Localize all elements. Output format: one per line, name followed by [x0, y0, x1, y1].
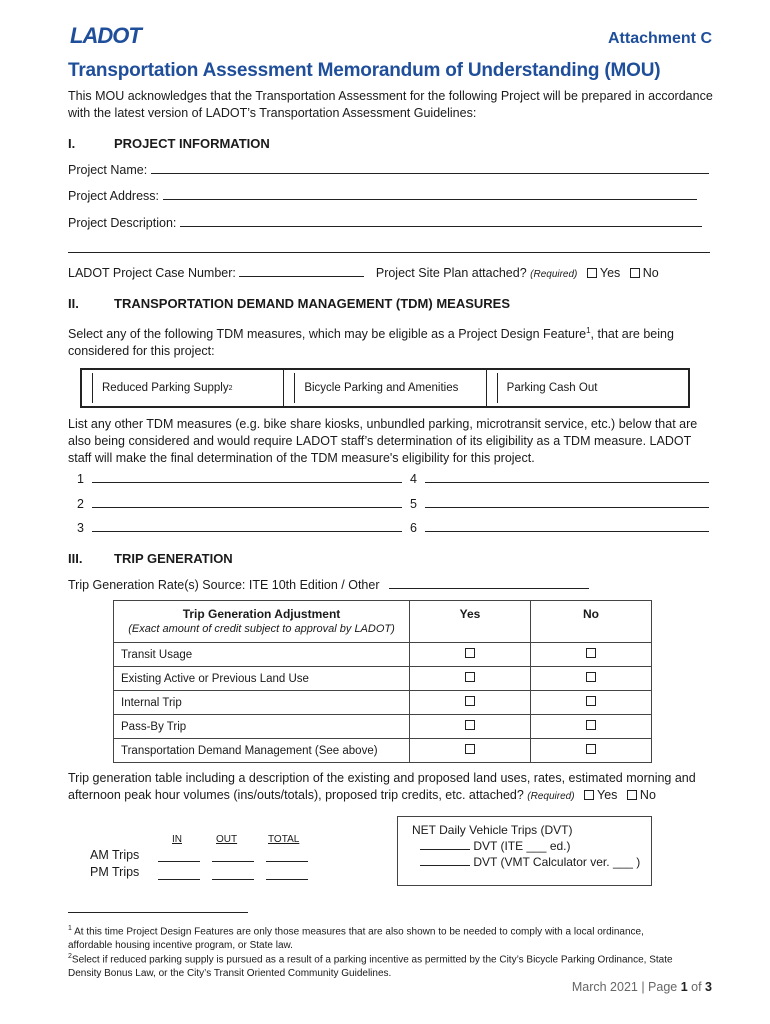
tdm-option-parking-cash-out[interactable]: [486, 370, 688, 406]
col-in-label: IN: [172, 834, 182, 845]
ladot-logo: [70, 24, 146, 46]
footer-total: 3: [705, 980, 712, 994]
tdm-measures-table: [80, 368, 690, 408]
tdm-no-checkbox[interactable]: [586, 744, 596, 754]
tdm-other-line-1: List any other TDM measures (e.g. bike share kiosks, unbundled parking, microtransit service, etc.) below that are: [68, 417, 698, 431]
trip-adjustment-table: [113, 600, 652, 763]
page-footer: March 2021 | Page 1 of 3: [571, 980, 712, 994]
transit-usage-yes-checkbox[interactable]: [465, 648, 475, 658]
tdm-yes-checkbox[interactable]: [465, 744, 475, 754]
col-out-label: OUT: [216, 834, 238, 845]
tdm-option-bicycle-parking[interactable]: [283, 370, 485, 406]
internal-trip-no-checkbox[interactable]: [586, 696, 596, 706]
pm-out-field[interactable]: [212, 868, 254, 880]
footer-date: March 2021 | Page: [571, 980, 681, 994]
net-dvt-ite-field[interactable]: [420, 838, 470, 850]
trip-attach-text: [68, 770, 696, 805]
trip-source-row: [68, 577, 589, 592]
tdm-other-field-6[interactable]: [425, 520, 709, 532]
net-dvt-box: [397, 816, 652, 886]
tdm-other-5: 5: [410, 496, 709, 511]
trip-attach-yes-checkbox[interactable]: [584, 790, 594, 800]
internal-trip-yes-checkbox[interactable]: [465, 696, 475, 706]
am-out-field[interactable]: [212, 850, 254, 862]
tdm-checkbox-divider: [497, 373, 498, 403]
footnote-1: $^1$ At this time Project Design Features are only those measures that are also shown to be needed to comply with a local ordinance, affordable housing incentive program, or State law.: [68, 925, 644, 952]
tdm-option-label: Bicycle Parking and Amenities: [304, 382, 459, 394]
col-total-label: TOTAL: [268, 834, 300, 845]
row-label: Transit Usage: [114, 643, 410, 667]
trip-attach-line-1: Trip generation table including a description of the existing and proposed land uses, rates, estimated morning and: [68, 771, 696, 785]
case-number-field[interactable]: [239, 265, 364, 277]
tdm-intro-line-2: considered for this project:: [68, 344, 215, 359]
tdm-checkbox-divider: [294, 373, 295, 403]
table-row: [114, 691, 652, 715]
footer-page: 1: [680, 980, 688, 994]
pm-trips-label: PM Trips: [90, 865, 140, 879]
project-name-field[interactable]: [151, 162, 709, 174]
attachment-label: Attachment C: [607, 30, 712, 47]
trip-attach-line-2: afternoon peak hour volumes (ins/outs/totals), proposed trip credits, etc. attached? (Required) Yes No: [68, 788, 656, 802]
pm-in-field[interactable]: [158, 868, 200, 880]
am-in-field[interactable]: [158, 850, 200, 862]
ladot-logo-text: LADOT: [70, 24, 141, 46]
section-2-heading: [68, 296, 510, 311]
tdm-checkbox-divider: [92, 373, 93, 403]
pass-by-yes-checkbox[interactable]: [465, 720, 475, 730]
intro-line-1: This MOU acknowledges that the Transportation Assessment for the following Project will be prepared in accordance: [68, 89, 713, 103]
tdm-other-line-2: also being considered and would require LADOT staff’s determination of its eligibility as a TDM measure. LADOT: [68, 434, 692, 448]
tdm-other-field-5[interactable]: [425, 496, 709, 508]
tdm-other-6: 6: [410, 520, 709, 535]
section-1-number: I.: [68, 136, 76, 151]
section-3-title: TRIP GENERATION: [114, 551, 233, 566]
project-description-row: [68, 215, 702, 230]
section-3-number: III.: [68, 551, 83, 566]
row-label: Internal Trip: [114, 691, 410, 715]
tdm-other-text: [68, 416, 697, 467]
site-plan-yes-label: Yes: [599, 266, 621, 280]
tdm-other-field-3[interactable]: [92, 520, 402, 532]
tdm-other-field-4[interactable]: [425, 471, 709, 483]
project-name-row: [68, 162, 709, 177]
net-dvt-vmt-field[interactable]: [420, 854, 470, 866]
site-plan-required: (Required): [530, 269, 578, 280]
pass-by-no-checkbox[interactable]: [586, 720, 596, 730]
footnote-divider: [68, 912, 248, 913]
trip-attach-no-checkbox[interactable]: [627, 790, 637, 800]
project-description-field-2[interactable]: [68, 241, 710, 253]
tdm-other-line-3: staff will make the final determination of the TDM measure's eligibility for this project.: [68, 451, 535, 465]
project-description-field[interactable]: [180, 215, 702, 227]
trip-table-subheading: (Exact amount of credit subject to approval by LADOT): [128, 623, 395, 635]
pm-total-field[interactable]: [266, 868, 308, 880]
col-no-header: No: [531, 601, 652, 643]
tdm-option-label: Reduced Parking Supply: [102, 382, 229, 394]
tdm-option-label: Parking Cash Out: [506, 382, 598, 394]
project-address-row: [68, 188, 697, 203]
transit-usage-no-checkbox[interactable]: [586, 648, 596, 658]
site-plan-yes-checkbox[interactable]: [587, 268, 597, 278]
case-number-row: [68, 265, 659, 280]
row-label: Existing Active or Previous Land Use: [114, 667, 410, 691]
am-trips-label: AM Trips: [90, 848, 140, 862]
trip-attach-yes-label: Yes: [597, 788, 618, 802]
site-plan-no-label: No: [642, 266, 659, 280]
tdm-other-3: 3: [77, 520, 402, 535]
section-3-heading: [68, 551, 233, 566]
tdm-other-4: 4: [410, 471, 709, 486]
row-label: Transportation Demand Management (See above): [114, 739, 410, 763]
tdm-other-2: 2: [77, 496, 402, 511]
tdm-option-reduced-parking[interactable]: [82, 370, 283, 406]
section-1-title: PROJECT INFORMATION: [114, 136, 270, 151]
trip-attach-required: (Required): [527, 791, 575, 802]
table-row: [114, 715, 652, 739]
trip-attach-no-label: No: [639, 788, 656, 802]
case-number-label: LADOT Project Case Number:: [68, 266, 236, 280]
existing-use-yes-checkbox[interactable]: [465, 672, 475, 682]
page-title: Transportation Assessment Memorandum of Understanding (MOU): [68, 60, 661, 81]
am-total-field[interactable]: [266, 850, 308, 862]
table-row: [114, 739, 652, 763]
project-description-label: Project Description:: [68, 216, 177, 230]
tdm-other-1: 1: [77, 471, 402, 486]
tdm-other-field-1[interactable]: [92, 471, 402, 483]
section-1-heading: [68, 136, 270, 151]
col-yes-header: Yes: [410, 601, 531, 643]
net-dvt-ite-row: DVT (ITE ___ ed.): [412, 838, 651, 854]
footnote-2: $^2$Select if reduced parking supply is pursued as a result of a parking incentive as permitted by the City’s Bicycle Parking Ordinance, State Density Bonus Law, or the City’s Transit Oriented Community Guidelines.: [68, 953, 673, 980]
row-label: Pass-By Trip: [114, 715, 410, 739]
trip-source-label: Trip Generation Rate(s) Source: ITE 10th Edition / Other: [68, 578, 380, 592]
net-dvt-vmt-row: DVT (VMT Calculator ver. ___ ): [412, 854, 651, 870]
intro-text: [68, 88, 713, 122]
project-address-field[interactable]: [163, 188, 697, 200]
section-2-number: II.: [68, 296, 79, 311]
project-name-label: Project Name:: [68, 163, 148, 177]
footnote-ref-2: 2: [228, 384, 233, 392]
project-address-label: Project Address:: [68, 189, 160, 203]
project-description-row-2: [68, 241, 710, 256]
section-2-title: TRANSPORTATION DEMAND MANAGEMENT (TDM) MEASURES: [114, 296, 510, 311]
tdm-other-field-2[interactable]: [92, 496, 402, 508]
footnote-ref-1: 1: [586, 326, 591, 335]
trip-table-header: [114, 601, 410, 643]
tdm-intro-line-1: Select any of the following TDM measures, which may be eligible as a Project Design Feature$^1$, that are being: [68, 326, 674, 342]
tdm-intro: [68, 322, 674, 360]
trip-source-field[interactable]: [389, 577, 589, 589]
existing-use-no-checkbox[interactable]: [586, 672, 596, 682]
site-plan-no-checkbox[interactable]: [630, 268, 640, 278]
table-row: [114, 667, 652, 691]
intro-line-2: with the latest version of LADOT’s Transportation Assessment Guidelines:: [68, 106, 477, 120]
net-dvt-title: NET Daily Vehicle Trips (DVT): [412, 823, 573, 837]
site-plan-label: Project Site Plan attached?: [375, 266, 527, 280]
trip-table-heading: Trip Generation Adjustment: [182, 607, 341, 621]
table-row: [114, 643, 652, 667]
